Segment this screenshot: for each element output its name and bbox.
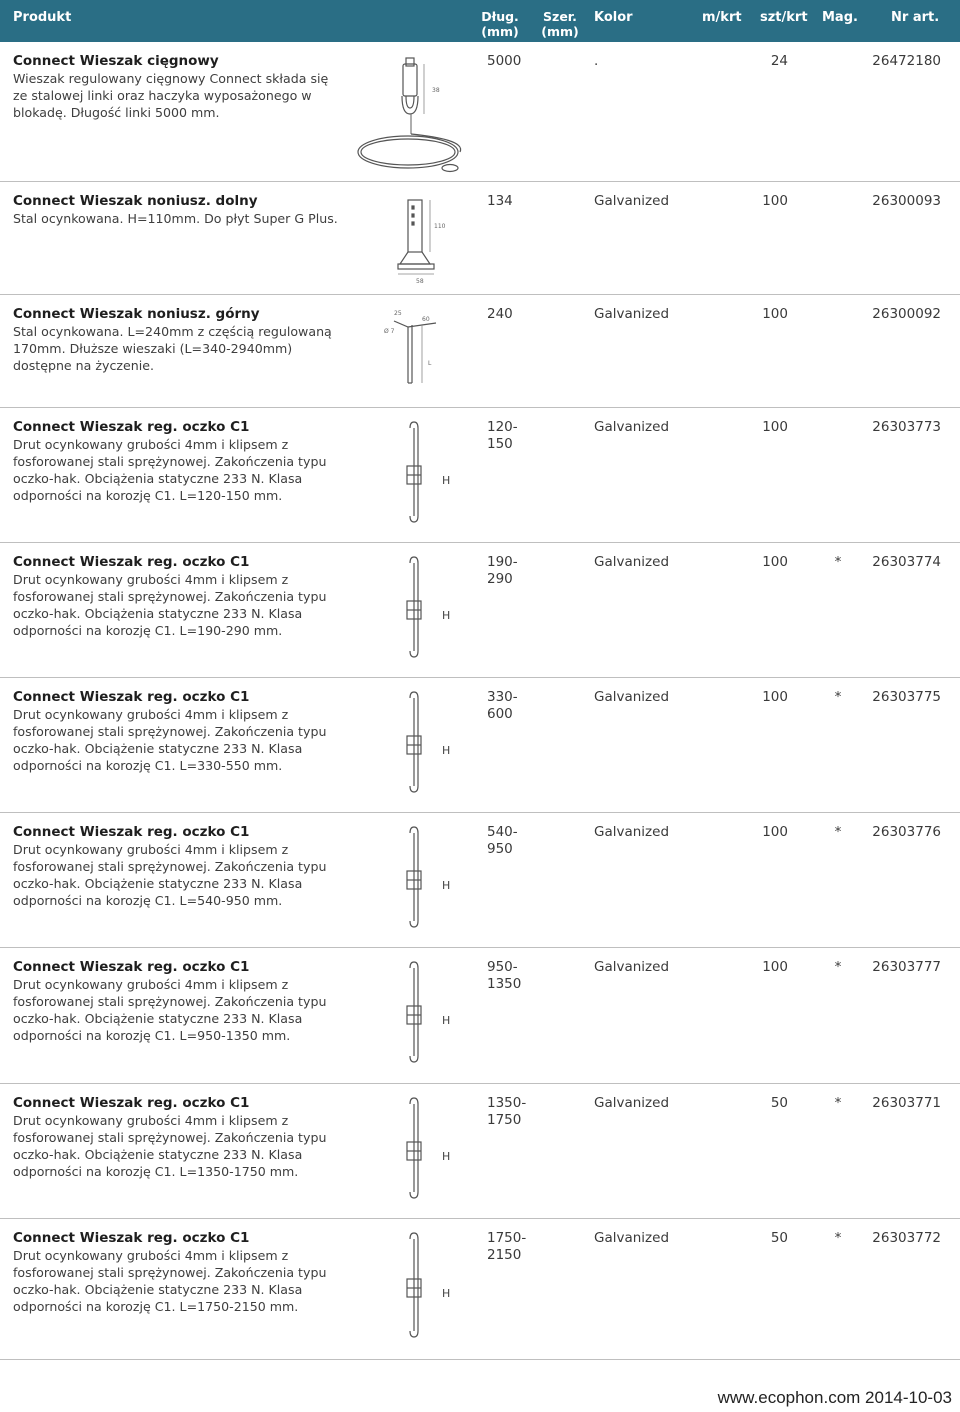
product-title: Connect Wieszak reg. oczko C1	[13, 824, 250, 840]
dimension-label-top: 25	[394, 310, 402, 317]
nr-art-cell: 26303772	[872, 1230, 941, 1246]
szt-cell: 100	[762, 419, 788, 435]
szt-cell: 100	[762, 959, 788, 975]
kolor-cell: Galvanized	[594, 554, 670, 570]
eyelet-hanger-drawing	[350, 1219, 480, 1360]
mag-cell: *	[834, 824, 842, 840]
table-row	[0, 543, 960, 678]
upper-vernier-drawing	[350, 295, 480, 408]
length-cell: 330- 600	[487, 689, 518, 722]
length-cell: 540- 950	[487, 824, 518, 857]
length-cell: 1350- 1750	[487, 1095, 527, 1128]
dimension-label: H	[442, 1014, 451, 1027]
eyelet-hanger-drawing	[350, 678, 480, 813]
szt-cell: 100	[762, 554, 788, 570]
product-title: Connect Wieszak reg. oczko C1	[13, 419, 250, 435]
nr-art-cell: 26303774	[872, 554, 941, 570]
mag-cell: *	[834, 554, 842, 570]
length-cell: 240	[487, 306, 513, 322]
szt-cell: 50	[770, 1230, 788, 1246]
table-row	[0, 42, 960, 182]
mag-cell: *	[834, 1230, 842, 1246]
table-row	[0, 182, 960, 295]
length-cell: 950- 1350	[487, 959, 522, 992]
eyelet-hanger-drawing	[350, 1084, 480, 1219]
header-sztkrt: szt/krt	[760, 10, 808, 25]
nr-art-cell: 26300092	[872, 306, 941, 322]
dimension-label-width: 58	[416, 278, 424, 285]
product-title: Connect Wieszak reg. oczko C1	[13, 554, 250, 570]
table-row	[0, 408, 960, 543]
header-mkrt: m/krt	[702, 10, 742, 25]
nr-art-cell: 26303771	[872, 1095, 941, 1111]
mag-cell: *	[834, 959, 842, 975]
nr-art-cell: 26303775	[872, 689, 941, 705]
product-title: Connect Wieszak reg. oczko C1	[13, 689, 250, 705]
kolor-cell: Galvanized	[594, 824, 670, 840]
nr-art-cell: 26303776	[872, 824, 941, 840]
dimension-label-side: 60	[422, 316, 430, 323]
length-cell: 120- 150	[487, 419, 518, 452]
header-dlug: Dług. (mm)	[481, 9, 519, 39]
dimension-label-height: 110	[434, 223, 446, 230]
kolor-cell: Galvanized	[594, 306, 670, 322]
product-title: Connect Wieszak reg. oczko C1	[13, 959, 250, 975]
dimension-label: H	[442, 1150, 451, 1163]
nr-art-cell: 26472180	[872, 53, 941, 69]
product-description: Drut ocynkowany grubości 4mm i klipsem z fosforowanej stali sprężynowej. Zakończenia typu oczko-hak. Obciążenie statyczne 233 N. Klasa odporności na korozję C1. L=950-1350 mm.	[13, 977, 327, 1043]
product-description: Drut ocynkowany grubości 4mm i klipsem z fosforowanej stali sprężynowej. Zakończenia typu oczko-hak. Obciążenie statyczne 233 N. Klasa odporności na korozję C1. L=540-950 mm.	[13, 842, 327, 908]
dimension-label: H	[442, 474, 451, 487]
kolor-cell: Galvanized	[594, 419, 670, 435]
nr-art-cell: 26300093	[872, 193, 941, 209]
dimension-label-diameter: Ø 7	[384, 328, 395, 335]
eyelet-hanger-drawing	[350, 543, 480, 678]
product-title: Connect Wieszak reg. oczko C1	[13, 1095, 250, 1111]
table-row	[0, 295, 960, 408]
kolor-cell: Galvanized	[594, 1230, 670, 1246]
kolor-cell: Galvanized	[594, 193, 670, 209]
cable-hanger-drawing	[350, 42, 480, 182]
product-description: Stal ocynkowana. H=110mm. Do płyt Super G Plus.	[13, 211, 338, 226]
product-description: Drut ocynkowany grubości 4mm i klipsem z fosforowanej stali sprężynowej. Zakończenia typu oczko-hak. Obciążenie statyczne 233 N. Klasa odporności na korozję C1. L=330-550 mm.	[13, 707, 327, 773]
nr-art-cell: 26303773	[872, 419, 941, 435]
kolor-cell: Galvanized	[594, 959, 670, 975]
dimension-label: H	[442, 879, 451, 892]
header-nrart: Nr art.	[891, 10, 940, 25]
lower-vernier-drawing	[350, 182, 480, 295]
dimension-label: H	[442, 609, 451, 622]
kolor-cell: Galvanized	[594, 689, 670, 705]
product-title: Connect Wieszak reg. oczko C1	[13, 1230, 250, 1246]
mag-cell: *	[834, 1095, 842, 1111]
dimension-label: H	[442, 1287, 451, 1300]
table-row	[0, 678, 960, 813]
table-row	[0, 948, 960, 1084]
eyelet-hanger-drawing	[350, 408, 480, 543]
dimension-label: H	[442, 744, 451, 757]
header-mag: Mag.	[822, 10, 858, 25]
length-cell: 1750- 2150	[487, 1230, 527, 1263]
szt-cell: 100	[762, 193, 788, 209]
product-description: Drut ocynkowany grubości 4mm i klipsem z fosforowanej stali sprężynowej. Zakończenia typu oczko-hak. Obciążenie statyczne 233 N. Klasa odporności na korozję C1. L=1750-2150 mm.	[13, 1248, 327, 1314]
product-title: Connect Wieszak noniusz. dolny	[13, 193, 258, 209]
szt-cell: 100	[762, 824, 788, 840]
kolor-cell: .	[594, 53, 599, 69]
product-description: Stal ocynkowana. L=240mm z częścią regulowaną 170mm. Dłuższe wieszaki (L=340-2940mm) dostępne na życzenie.	[13, 324, 332, 373]
header-szer: Szer. (mm)	[541, 9, 579, 39]
product-description: Wieszak regulowany cięgnowy Connect składa się ze stalowej linki oraz haczyka wyposażonego w blokadę. Długość linki 5000 mm.	[13, 71, 329, 120]
szt-cell: 100	[762, 306, 788, 322]
eyelet-hanger-drawing	[350, 948, 480, 1084]
length-cell: 5000	[487, 53, 522, 69]
length-cell: 134	[487, 193, 513, 209]
product-title: Connect Wieszak noniusz. górny	[13, 306, 260, 322]
dimension-label: 38	[432, 87, 440, 94]
header-produkt: Produkt	[13, 10, 72, 25]
eyelet-hanger-drawing	[350, 813, 480, 948]
szt-cell: 100	[762, 689, 788, 705]
mag-cell: *	[834, 689, 842, 705]
table-row	[0, 1084, 960, 1219]
table-header	[0, 0, 960, 42]
footer-url-date: www.ecophon.com 2014-10-03	[717, 1388, 952, 1407]
header-kolor: Kolor	[594, 10, 633, 25]
szt-cell: 50	[770, 1095, 788, 1111]
product-description: Drut ocynkowany grubości 4mm i klipsem z fosforowanej stali sprężynowej. Zakończenia typu oczko-hak. Obciążenie statyczne 233 N. Klasa odporności na korozję C1. L=1350-1750 mm.	[13, 1113, 327, 1179]
length-cell: 190- 290	[487, 554, 518, 587]
table-row	[0, 1219, 960, 1360]
table-row	[0, 813, 960, 948]
kolor-cell: Galvanized	[594, 1095, 670, 1111]
product-title: Connect Wieszak cięgnowy	[13, 53, 219, 69]
szt-cell: 24	[770, 53, 788, 69]
dimension-label-length: L	[428, 360, 432, 367]
product-description: Drut ocynkowany grubości 4mm i klipsem z fosforowanej stali sprężynowej. Zakończenia typu oczko-hak. Obciążenia statyczne 233 N. Klasa odporności na korozję C1. L=190-290 mm.	[13, 572, 327, 638]
product-description: Drut ocynkowany grubości 4mm i klipsem z fosforowanej stali sprężynowej. Zakończenia typu oczko-hak. Obciążenia statyczne 233 N. Klasa odporności na korozję C1. L=120-150 mm.	[13, 437, 327, 503]
nr-art-cell: 26303777	[872, 959, 941, 975]
